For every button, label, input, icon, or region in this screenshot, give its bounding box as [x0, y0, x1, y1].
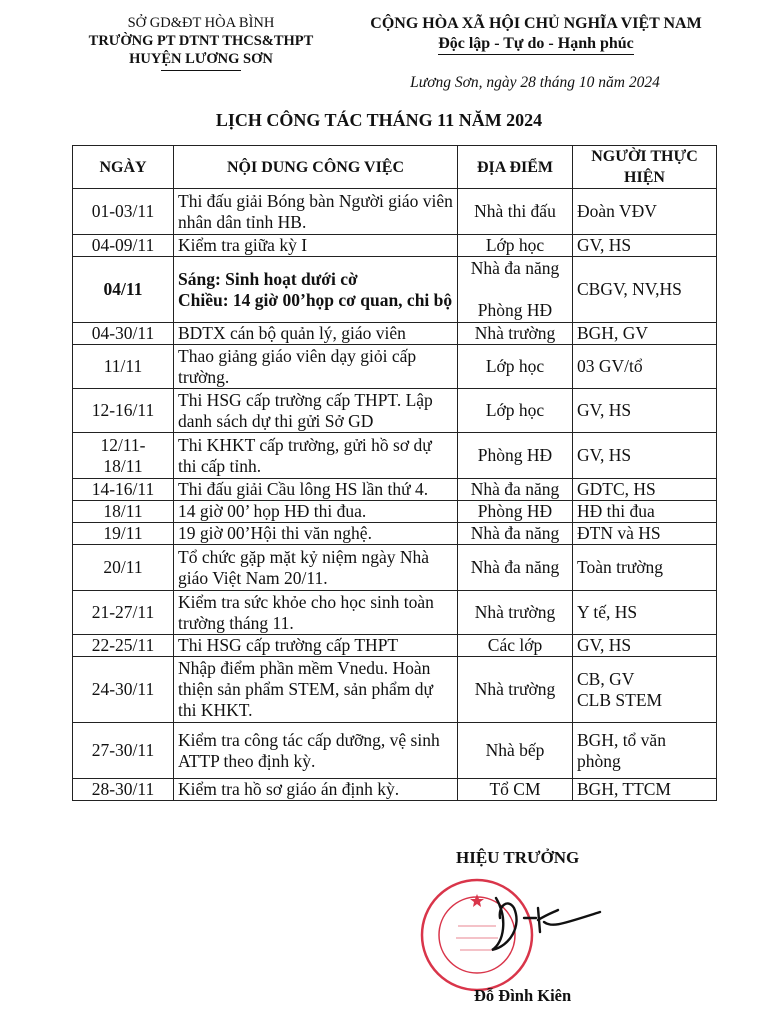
national-motto: Độc lập - Tự do - Hạnh phúc — [438, 35, 634, 52]
column-header-place: ĐỊA ĐIỂM — [458, 146, 573, 189]
table-row — [73, 523, 717, 545]
cell-content: Kiểm tra hồ sơ giáo án định kỳ. — [174, 779, 458, 801]
cell-date: 11/11 — [73, 345, 174, 389]
table-row — [73, 779, 717, 801]
cell-date: 04-09/11 — [73, 235, 174, 257]
cell-date: 12/11- 18/11 — [73, 433, 174, 479]
national-title: CỘNG HÒA XÃ HỘI CHỦ NGHĨA VIỆT NAM — [370, 15, 702, 32]
school-name: TRƯỜNG PT DTNT THCS&THPT — [88, 33, 314, 49]
cell-content: Thi HSG cấp trường cấp THPT. Lập danh sách dự thi gửi Sở GD — [174, 389, 458, 433]
cell-person: BGH, tổ văn phòng — [573, 723, 717, 779]
cell-place: Nhà thi đấu — [458, 189, 573, 235]
table-row — [73, 323, 717, 345]
cell-content: Thi đấu giải Bóng bàn Người giáo viên nhân dân tỉnh HB. — [174, 189, 458, 235]
cell-content: Thao giảng giáo viên dạy giỏi cấp trường. — [174, 345, 458, 389]
cell-content: 14 giờ 00’ họp HĐ thi đua. — [174, 501, 458, 523]
cell-place: Nhà bếp — [458, 723, 573, 779]
cell-place: Phòng HĐ — [458, 433, 573, 479]
cell-date: 28-30/11 — [73, 779, 174, 801]
column-header-person — [573, 146, 717, 189]
cell-content: Thi đấu giải Cầu lông HS lần thứ 4. — [174, 479, 458, 501]
motto-underline — [438, 54, 634, 55]
cell-date: 01-03/11 — [73, 189, 174, 235]
schedule-table — [72, 145, 717, 801]
cell-person: BGH, TTCM — [573, 779, 717, 801]
cell-date: 18/11 — [73, 501, 174, 523]
cell-person: GV, HS — [573, 635, 717, 657]
cell-person: GV, HS — [573, 235, 717, 257]
cell-content: Nhập điểm phần mềm Vnedu. Hoàn thiện sản phẩm STEM, sản phẩm dự thi KHKT. — [174, 657, 458, 723]
cell-content: BDTX cán bộ quản lý, giáo viên — [174, 323, 458, 345]
cell-person: GDTC, HS — [573, 479, 717, 501]
handwritten-signature — [478, 888, 608, 958]
cell-date: 12-16/11 — [73, 389, 174, 433]
cell-place: Lớp học — [458, 345, 573, 389]
cell-date: 20/11 — [73, 545, 174, 591]
table-row — [73, 433, 717, 479]
table-row — [73, 389, 717, 433]
table-row — [73, 235, 717, 257]
table-row — [73, 189, 717, 235]
cell-person: Toàn trường — [573, 545, 717, 591]
table-row — [73, 591, 717, 635]
cell-date: 21-27/11 — [73, 591, 174, 635]
cell-person: CBGV, NV,HS — [573, 257, 717, 323]
cell-place: Nhà đa năng — [458, 545, 573, 591]
table-row — [73, 723, 717, 779]
cell-person: GV, HS — [573, 433, 717, 479]
cell-place: Tổ CM — [458, 779, 573, 801]
signer-title: HIỆU TRƯỞNG — [456, 848, 580, 867]
cell-date: 04/11 — [73, 257, 174, 323]
dateline: Lương Sơn, ngày 28 tháng 10 năm 2024 — [410, 74, 660, 91]
cell-content: Tổ chức gặp mặt kỷ niệm ngày Nhà giáo Việt Nam 20/11. — [174, 545, 458, 591]
column-header-date: NGÀY — [73, 146, 174, 189]
cell-person: HĐ thi đua — [573, 501, 717, 523]
cell-place: Nhà đa năng — [458, 523, 573, 545]
cell-place: Lớp học — [458, 389, 573, 433]
cell-date: 22-25/11 — [73, 635, 174, 657]
table-row — [73, 635, 717, 657]
national-header — [350, 14, 722, 55]
column-header-person-text: NGƯỜI THỰC HIỆN — [591, 148, 698, 186]
cell-date: 14-16/11 — [73, 479, 174, 501]
cell-place: Phòng HĐ — [458, 501, 573, 523]
document-title: LỊCH CÔNG TÁC THÁNG 11 NĂM 2024 — [215, 110, 543, 130]
table-header-row — [73, 146, 717, 189]
cell-person: Đoàn VĐV — [573, 189, 717, 235]
table-row — [73, 545, 717, 591]
cell-date: 24-30/11 — [73, 657, 174, 723]
cell-person: GV, HS — [573, 389, 717, 433]
table-row — [73, 345, 717, 389]
cell-place: Nhà trường — [458, 657, 573, 723]
issuer-block — [78, 14, 324, 71]
cell-place: Lớp học — [458, 235, 573, 257]
department-name: SỞ GD&ĐT HÒA BÌNH — [127, 15, 275, 31]
signer-name: Đỗ Đình Kiên — [474, 986, 572, 1005]
cell-person: Y tế, HS — [573, 591, 717, 635]
table-row — [73, 257, 717, 323]
cell-date: 27-30/11 — [73, 723, 174, 779]
table-row — [73, 501, 717, 523]
cell-place: Nhà đa năng — [458, 479, 573, 501]
cell-person: CB, GV CLB STEM — [573, 657, 717, 723]
cell-content: Kiểm tra công tác cấp dưỡng, vệ sinh ATTP theo định kỳ. — [174, 723, 458, 779]
cell-content: Kiểm tra giữa kỳ I — [174, 235, 458, 257]
cell-content: Kiểm tra sức khỏe cho học sinh toàn trường tháng 11. — [174, 591, 458, 635]
cell-date: 19/11 — [73, 523, 174, 545]
cell-person: 03 GV/tổ — [573, 345, 717, 389]
cell-person: BGH, GV — [573, 323, 717, 345]
cell-place: Nhà trường — [458, 591, 573, 635]
cell-content: 19 giờ 00’Hội thi văn nghệ. — [174, 523, 458, 545]
table-row — [73, 657, 717, 723]
cell-content: Thi KHKT cấp trường, gửi hồ sơ dự thi cấp tỉnh. — [174, 433, 458, 479]
issuer-underline — [161, 70, 241, 71]
cell-place: Nhà trường — [458, 323, 573, 345]
table-row — [73, 479, 717, 501]
cell-place: Nhà đa năng Phòng HĐ — [458, 257, 573, 323]
cell-content: Sáng: Sinh hoạt dưới cờ Chiều: 14 giờ 00’họp cơ quan, chi bộ — [174, 257, 458, 323]
cell-content: Thi HSG cấp trường cấp THPT — [174, 635, 458, 657]
district-name: HUYỆN LƯƠNG SƠN — [129, 51, 273, 67]
cell-person: ĐTN và HS — [573, 523, 717, 545]
column-header-content: NỘI DUNG CÔNG VIỆC — [174, 146, 458, 189]
cell-date: 04-30/11 — [73, 323, 174, 345]
cell-place: Các lớp — [458, 635, 573, 657]
